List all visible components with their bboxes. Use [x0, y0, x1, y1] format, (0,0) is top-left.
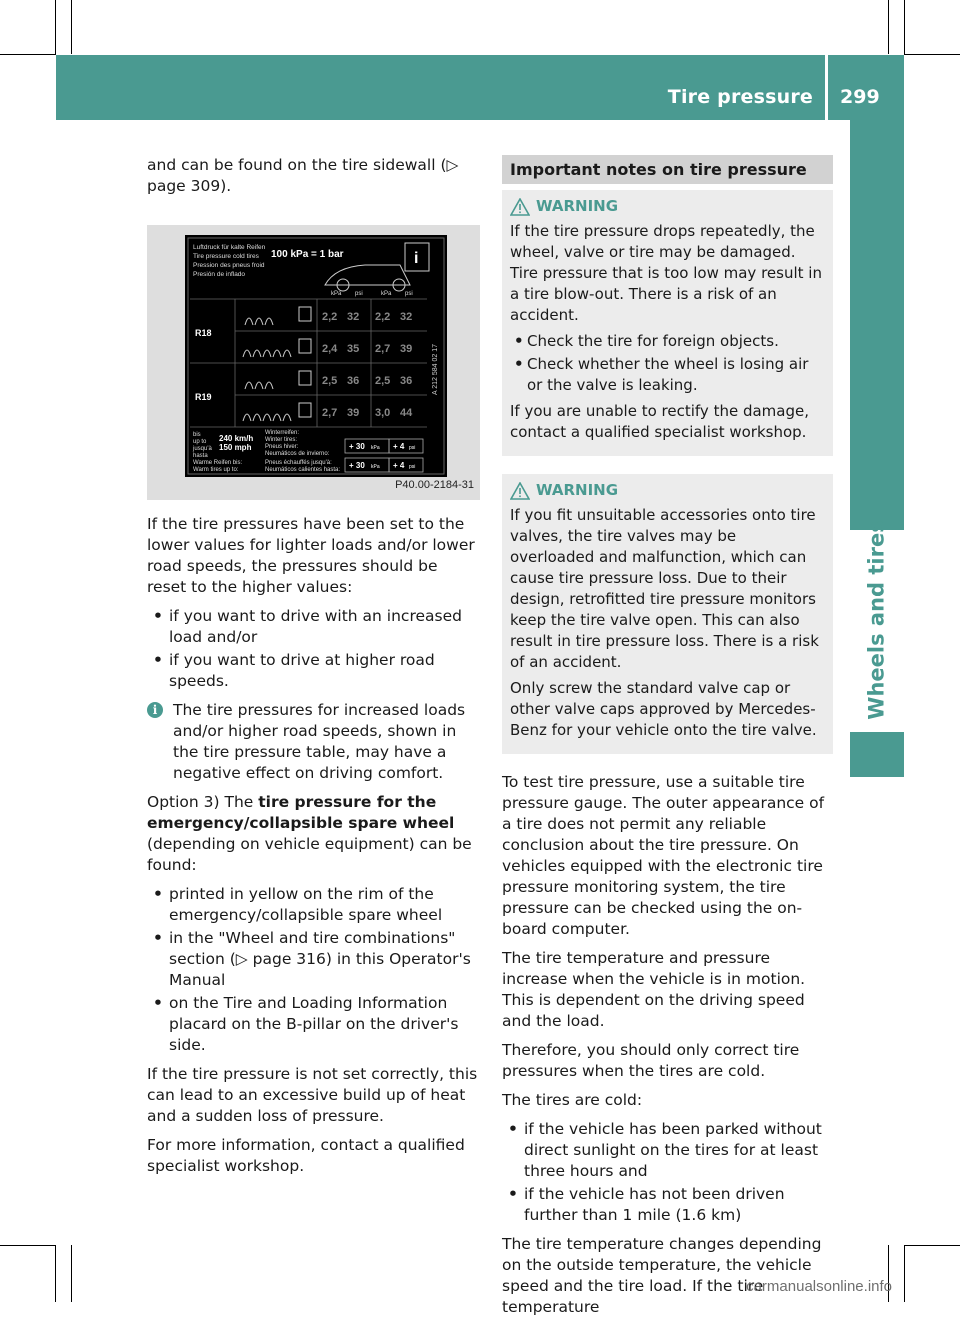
- tire-placard-figure: [147, 225, 480, 500]
- list-item: • if you want to drive at higher road speeds.: [147, 650, 480, 692]
- figure-caption: P40.00-2184-31: [395, 479, 474, 491]
- crop-mark: [904, 1245, 905, 1302]
- placard-header-line: Luftdruck für kalte Reifen: [193, 244, 266, 251]
- rim-size-label: R19: [195, 392, 212, 402]
- pressure-value: 44: [400, 407, 413, 419]
- watermark: carmanualsonline.info: [746, 1278, 892, 1295]
- col-unit: psi: [355, 291, 363, 297]
- crop-mark: [0, 1245, 56, 1246]
- warning-icon: [510, 482, 530, 500]
- intro-text: and can be found on the tire sidewall (▷ page 309).: [147, 156, 459, 195]
- col-unit: psi: [405, 291, 413, 297]
- warning-text: If you fit unsuitable accessories onto tire valves, the tire valves may be overloaded and malfunction, which can cause tire pressure loss. Due to their design, retrofitted tire pressure monitors keep the tire valve open. This can also result in tire pressure loss. There is a risk of an accident.: [510, 506, 819, 671]
- list-item: • Check whether the wheel is losing air or the valve is leaking.: [510, 354, 825, 396]
- section-heading: Important notes on tire pressure: [502, 155, 833, 184]
- placard-header-line: Pression des pneus froid: [193, 262, 265, 269]
- placard-header-line: Presión de inflado: [193, 271, 246, 278]
- warning-box: [502, 190, 833, 456]
- speed-line: jusqu'à: [193, 446, 212, 452]
- tire-placard: [185, 235, 447, 477]
- unit-kpa: kPa: [371, 464, 380, 470]
- warm-line: Pneus échauffés jusqu'à:: [265, 460, 332, 466]
- warning-text: Only screw the standard valve cap or other valve caps approved by Mercedes-Benz for your vehicle onto the tire valve.: [510, 679, 817, 739]
- pressure-value: 2,2: [375, 311, 391, 323]
- list-item: • if you want to drive with an increased load and/or: [147, 606, 480, 648]
- warning-title-row: [510, 480, 825, 501]
- placard-unit-note: 100 kPa = 1 bar: [271, 249, 344, 260]
- paragraph: The tire temperature changes depending on the outside temperature, the vehicle speed and the tire load. If the tire temperature: [502, 1235, 822, 1316]
- speed-kmh: 240 km/h: [219, 434, 254, 443]
- part-number: A 212 584 02 17: [432, 344, 439, 395]
- placard-header-line: Tire pressure cold tires: [193, 253, 259, 260]
- crop-mark: [888, 0, 889, 54]
- side-tab-label: Wheels and tires: [865, 520, 890, 720]
- pressure-value: 2,7: [322, 407, 338, 419]
- crop-mark: [904, 1245, 960, 1246]
- bullet-list: [147, 884, 480, 1056]
- pressure-value: 36: [400, 375, 413, 387]
- speed-line: up to: [193, 439, 207, 445]
- pressure-value: 2,2: [322, 311, 338, 323]
- side-tab-label-wrap: [850, 520, 904, 720]
- pressure-value: 39: [400, 343, 413, 355]
- paragraph: To test tire pressure, use a suitable tire pressure gauge. The outer appearance of a tire does not permit any reliable conclusion about the tire pressure. On vehicles equipped with the electronic tire pressure monitoring system, the tire pressure can be checked using the on-board computer.: [502, 773, 825, 938]
- list-item: • if the vehicle has been parked without direct sunlight on the tires for at least three hours and: [502, 1119, 833, 1182]
- paragraph: Therefore, you should only correct tire pressures when the tires are cold.: [502, 1041, 800, 1080]
- crop-mark: [71, 1245, 72, 1302]
- warm-line: Neumáticos calientes hasta:: [265, 467, 341, 473]
- warm-add-psi: + 4: [393, 461, 405, 470]
- pressure-value: 36: [347, 375, 360, 387]
- col-unit: kPa: [381, 291, 392, 297]
- unit-kpa: kPa: [371, 445, 380, 451]
- header-divider: [825, 55, 828, 120]
- page-number: 299: [840, 86, 880, 108]
- pressure-value: 35: [347, 343, 360, 355]
- unit-psi: psi: [409, 464, 416, 470]
- crop-mark: [55, 0, 56, 54]
- list-item: • in the "Wheel and tire combinations" section (▷ page 316) in this Operator's Manual: [147, 928, 480, 991]
- crop-mark: [0, 54, 56, 55]
- winter-line: Winterreifen:: [265, 430, 300, 436]
- info-icon: i: [147, 702, 163, 718]
- page-title: Tire pressure: [667, 86, 813, 108]
- paragraph: If the tire pressure is not set correctly, this can lead to an excessive build up of heat and a sudden loss of pressure.: [147, 1065, 478, 1125]
- warning-title: WARNING: [536, 481, 619, 499]
- pressure-value: 2,7: [375, 343, 391, 355]
- warning-title-row: [510, 196, 825, 217]
- pressure-value: 2,5: [375, 375, 391, 387]
- pressure-value: 39: [347, 407, 360, 419]
- speed-line: bis: [193, 432, 201, 438]
- list-item: • if the vehicle has not been driven further than 1 mile (1.6 km): [502, 1184, 833, 1226]
- side-tab-marker: [850, 732, 904, 777]
- warm-add-kpa: + 30: [349, 461, 365, 470]
- bullet-list: [510, 331, 825, 396]
- crop-mark: [55, 1245, 56, 1302]
- info-note: [147, 700, 480, 784]
- option3-paragraph: [147, 792, 480, 876]
- pressure-value: 32: [400, 311, 413, 323]
- info-text: The tire pressures for increased loads and/or higher road speeds, shown in the tire pressure table, may have a negative effect on driving comfort.: [173, 701, 466, 782]
- unit-psi: psi: [409, 445, 416, 451]
- winter-add-psi: + 4: [393, 442, 405, 451]
- page-header: [56, 55, 904, 120]
- list-item: • printed in yellow on the rim of the emergency/collapsible spare wheel: [147, 884, 480, 926]
- warning-text: If you are unable to rectify the damage, contact a qualified specialist workshop.: [510, 402, 809, 441]
- side-tab-bar: [850, 120, 904, 530]
- warm-line: Warm tires up to:: [193, 467, 239, 473]
- crop-mark: [71, 0, 72, 54]
- speed-mph: 150 mph: [219, 443, 252, 452]
- col-unit: kPa: [331, 291, 342, 297]
- pressure-value: 32: [347, 311, 360, 323]
- right-column: [502, 155, 833, 1326]
- warning-title: WARNING: [536, 197, 619, 215]
- paragraph: If the tire pressures have been set to the lower values for lighter loads and/or lower road speeds, the pressures should be reset to the higher values:: [147, 515, 475, 596]
- winter-line: Pneus hiver:: [265, 444, 299, 450]
- option3-suffix: (depending on vehicle equipment) can be found:: [147, 835, 472, 874]
- paragraph: The tire temperature and pressure increase when the vehicle is in motion. This is dependent on the driving speed and the load.: [502, 949, 806, 1030]
- winter-line: Neumáticos de invierno:: [265, 451, 330, 457]
- warning-icon: [510, 198, 530, 216]
- list-item: • Check the tire for foreign objects.: [510, 331, 825, 352]
- option3-bold: tire pressure for the emergency/collapsible spare wheel: [147, 793, 455, 832]
- rim-size-label: R18: [195, 328, 212, 338]
- winter-line: Winter tires:: [265, 437, 298, 443]
- list-item: • on the Tire and Loading Information placard on the B-pillar on the driver's side.: [147, 993, 480, 1056]
- bullet-list: [147, 606, 480, 692]
- left-column: [147, 155, 480, 1185]
- pressure-value: 3,0: [375, 407, 391, 419]
- info-icon: i: [414, 250, 419, 267]
- warm-line: Warme Reifen bis:: [193, 460, 243, 466]
- bullet-list: [502, 1119, 833, 1226]
- paragraph: The tires are cold:: [502, 1091, 643, 1109]
- winter-add-kpa: + 30: [349, 442, 365, 451]
- pressure-value: 2,4: [322, 343, 338, 355]
- warning-text: If the tire pressure drops repeatedly, the wheel, valve or tire may be damaged. Tire pressure that is too low may result in a tire blow-out. There is a risk of an accident.: [510, 222, 822, 324]
- warning-box: [502, 474, 833, 754]
- paragraph: For more information, contact a qualified specialist workshop.: [147, 1136, 465, 1175]
- crop-mark: [904, 54, 960, 55]
- crop-mark: [904, 0, 905, 54]
- pressure-value: 2,5: [322, 375, 338, 387]
- speed-line: hasta: [193, 453, 208, 459]
- option3-prefix: Option 3) The: [147, 793, 259, 811]
- tire-placard-graphic: [185, 235, 447, 477]
